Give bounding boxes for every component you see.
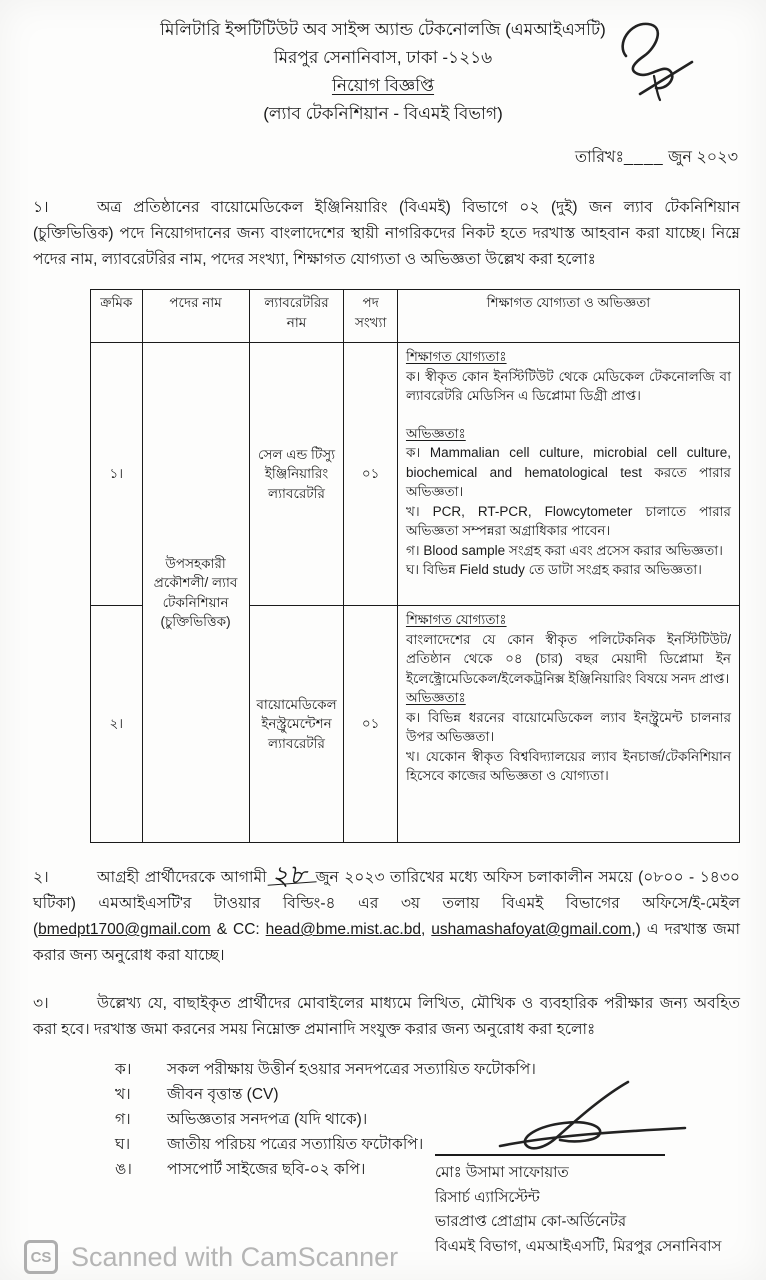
- paragraph-3-text: উল্লেখ্য যে, বাছাইকৃত প্রার্থীদের মোবাইলের মাধ্যমে লিখিত, মৌখিক ও ব্যবহারিক পরীক্ষার জন্য অবহিত করা হবে। দরখাস্ত জমা করনের সময় নিম্নোক্ত প্রমানাদি সংযুক্ত করার জন্য অনুরোধ করা হলোঃ: [33, 995, 740, 1038]
- handwritten-signature: [480, 1076, 715, 1154]
- signatory-name: মোঃ উসামা সাফোয়াত: [435, 1164, 569, 1181]
- paragraph-2-text: ,) এ দরখাস্ত জমা করার জন্য অনুরোধ করা যাচ্ছে।: [33, 921, 741, 964]
- camscanner-logo-icon: CS: [24, 1240, 58, 1274]
- list-item-text: জাতীয় পরিচয় পত্রের সত্যায়িত ফটোকপি।: [167, 1136, 424, 1153]
- list-item-text: অভিজ্ঞতার সনদপত্র (যদি থাকে)।: [167, 1111, 368, 1128]
- qualification-cell: [397, 343, 739, 606]
- experience-item: ক। বিভিন্ন ধরনের বায়োমেডিকেল ল্যাব ইনস্ট্রুমেন্ট চালনার উপর অভিজ্ঞতা।: [405, 709, 731, 744]
- table-header-row: [91, 290, 740, 343]
- date-value: জুন ২০২৩: [663, 149, 738, 166]
- paragraph-1-text: অত্র প্রতিষ্ঠানের বায়োমেডিকেল ইঞ্জিনিয়ারিং (বিএমই) বিভাগে ০২ (দুই) জন ল্যাব টেকনিশিয়ান (চুক্তিভিত্তিক) পদে নিয়োগদানের জন্য বাংলাদেশের স্থায়ী নাগরিকদের নিকট হতে দরখাস্ত আহবান করা যাচ্ছে। নিম্নে পদের নাম, ল্যাবরেটরির নাম, পদের সংখ্যা, শিক্ষাগত যোগ্যতা ও অভিজ্ঞতা উল্লেখ করা হলোঃ: [33, 199, 740, 268]
- column-header-lab-name: ল্যাবরেটরির নাম: [249, 290, 344, 343]
- paragraph-1-number: ১।: [33, 199, 49, 216]
- list-item-label: ক।: [115, 1061, 132, 1078]
- serial-cell: ১।: [91, 343, 143, 606]
- lab-name-cell: সেল এন্ড টিস্যু ইঞ্জিনিয়ারিং ল্যাবরেটরি: [249, 343, 344, 606]
- list-item-label: ঙ।: [115, 1161, 132, 1178]
- post-count-cell: ০১: [344, 343, 398, 606]
- post-name-cell: উপসহকারী প্রকৌশলী/ ল্যাব টেকনিশিয়ান (চুক্তিভিত্তিক): [142, 343, 249, 843]
- paragraph-2-text: ,: [420, 921, 432, 938]
- date-line: [0, 144, 766, 171]
- list-item-text: পাসপোর্ট সাইজের ছবি-০২ কপি।: [167, 1161, 366, 1178]
- paragraph-3: [33, 991, 740, 1043]
- signatory-department: বিএমই বিভাগ, এমআইএসটি, মিরপুর সেনানিবাস: [435, 1237, 722, 1255]
- education-item: ক। স্বীকৃত কোন ইনস্টিটিউট থেকে মেডিকেল টেকনোলজি বা ল্যাবরেটরি মেডিসিন এ ডিপ্লোমা ডিগ্রী প্রাপ্ত।: [405, 368, 731, 403]
- organization-name: মিলিটারি ইন্সটিটিউট অব সাইন্স অ্যান্ড টেকনোলজি (এমআইএসটি): [160, 20, 606, 39]
- lab-name-cell: বায়োমেডিকেল ইনস্ট্রুমেন্টেশন ল্যাবরেটরি: [249, 606, 344, 843]
- date-label: তারিখঃ: [574, 149, 625, 166]
- paragraph-1: [33, 195, 740, 273]
- notice-title: নিয়োগ বিজ্ঞপ্তি: [331, 76, 435, 95]
- list-item-label: খ।: [115, 1086, 131, 1103]
- experience-section-label: অভিজ্ঞতাঃ: [405, 690, 466, 705]
- handwritten-initials-mark: [604, 6, 714, 111]
- education-section-label: শিক্ষাগত যোগ্যতাঃ: [405, 349, 507, 364]
- handwritten-deadline-date: ২৮: [266, 867, 316, 885]
- experience-item: খ। PCR, RT-PCR, Flowcytometer চালাতে পারার অভিজ্ঞতা সম্পন্নরা অগ্রাধিকার পাবেন।: [405, 503, 731, 538]
- paragraph-2-number: ২।: [33, 869, 49, 886]
- date-blank: ____: [624, 149, 664, 166]
- email-address-head-bme: head@bme.mist.ac.bd: [265, 921, 421, 938]
- signatory-title: রিসার্চ এ্যাসিস্টেন্ট: [435, 1188, 540, 1206]
- paragraph-2-text: আগ্রহী প্রার্থীদেরকে আগামী: [97, 869, 267, 886]
- column-header-post-name: পদের নাম: [142, 290, 249, 343]
- signatory-role: ভারপ্রাপ্ত প্রোগ্রাম কো-অর্ডিনেটর: [435, 1213, 627, 1230]
- experience-item: ঘ। বিভিন্ন Field study তে ডাটা সংগ্রহ করার অভিজ্ঞতা।: [405, 562, 702, 577]
- signature-block: [435, 1076, 755, 1259]
- email-address-bmedpt: bmedpt1700@gmail.com: [38, 921, 211, 938]
- experience-section-label: অভিজ্ঞতাঃ: [405, 425, 466, 441]
- serial-cell: ২।: [91, 606, 143, 843]
- paragraph-2-text: & CC:: [210, 921, 266, 938]
- positions-table: [90, 289, 740, 843]
- organization-address: মিরপুর সেনানিবাস, ঢাকা -১২১৬: [273, 48, 493, 67]
- notice-subtitle: (ল্যাব টেকনিশিয়ান - বিএমই বিভাগ): [263, 104, 503, 123]
- camscanner-watermark-text: Scanned with CamScanner: [71, 1241, 399, 1272]
- list-item-label: ঘ।: [115, 1136, 131, 1153]
- post-count-cell: ০১: [344, 606, 398, 843]
- qualification-cell: [397, 606, 739, 843]
- list-item-text: জীবন বৃত্তান্ত (CV): [167, 1086, 279, 1103]
- education-item: বাংলাদেশের যে কোন স্বীকৃত পলিটেকনিক ইনস্টিটিউট/প্রতিষ্ঠান থেকে ০৪ (চার) বছর মেয়াদী ডিপ্লোমা ইন ইলেক্ট্রোমেডিকেল/ইলেকট্রনিক্স ইঞ্জিনিয়ারিং বিষয়ে সনদ প্রাপ্ত।: [405, 631, 731, 686]
- column-header-post-count: পদ সংখ্যা: [344, 290, 398, 343]
- table-row: [91, 343, 740, 606]
- column-header-qualification: শিক্ষাগত যোগ্যতা ও অভিজ্ঞতা: [397, 290, 739, 343]
- column-header-serial: ক্রমিক: [91, 290, 143, 343]
- paragraph-3-number: ৩।: [33, 995, 49, 1012]
- experience-item: গ। Blood sample সংগ্রহ করা এবং প্রসেস করার অভিজ্ঞতা।: [405, 542, 723, 558]
- paragraph-2-text: জুন ২০২৩ তারিখের মধ্যে অফিস চলাকালীন সময়ে (০৮০০ - ১৪৩০ ঘটিকা) এমআইএসটি'র টাওয়ার বিল্ডিং-৪ এর ৩য় তলায় বিএমই বিভাগের অফিসে/ই-মেইল (: [33, 869, 740, 938]
- email-address-ushama: ushamashafoyat@gmail.com: [431, 921, 632, 938]
- camscanner-watermark: [0, 1240, 398, 1274]
- education-section-label: শিক্ষাগত যোগ্যতাঃ: [405, 612, 507, 627]
- list-item-text: সকল পরীক্ষায় উত্তীর্ন হওয়ার সনদপত্রের সত্যায়িত ফটোকপি।: [167, 1061, 536, 1078]
- signature-divider-line: [435, 1154, 665, 1156]
- list-item-label: গ।: [115, 1111, 131, 1128]
- paragraph-2: [33, 859, 741, 969]
- experience-item: ক। Mammalian cell culture, microbial cell culture, biochemical and hematological test করতে পারার অভিজ্ঞতা।: [405, 445, 731, 499]
- experience-item: খ। যেকোন স্বীকৃত বিশ্ববিদ্যালয়ের ল্যাব ইনচার্জ/টেকনিশিয়ান হিসেবে কাজের অভিজ্ঞতা ও যোগ্যতা।: [405, 748, 731, 783]
- section-spacer: [406, 406, 731, 424]
